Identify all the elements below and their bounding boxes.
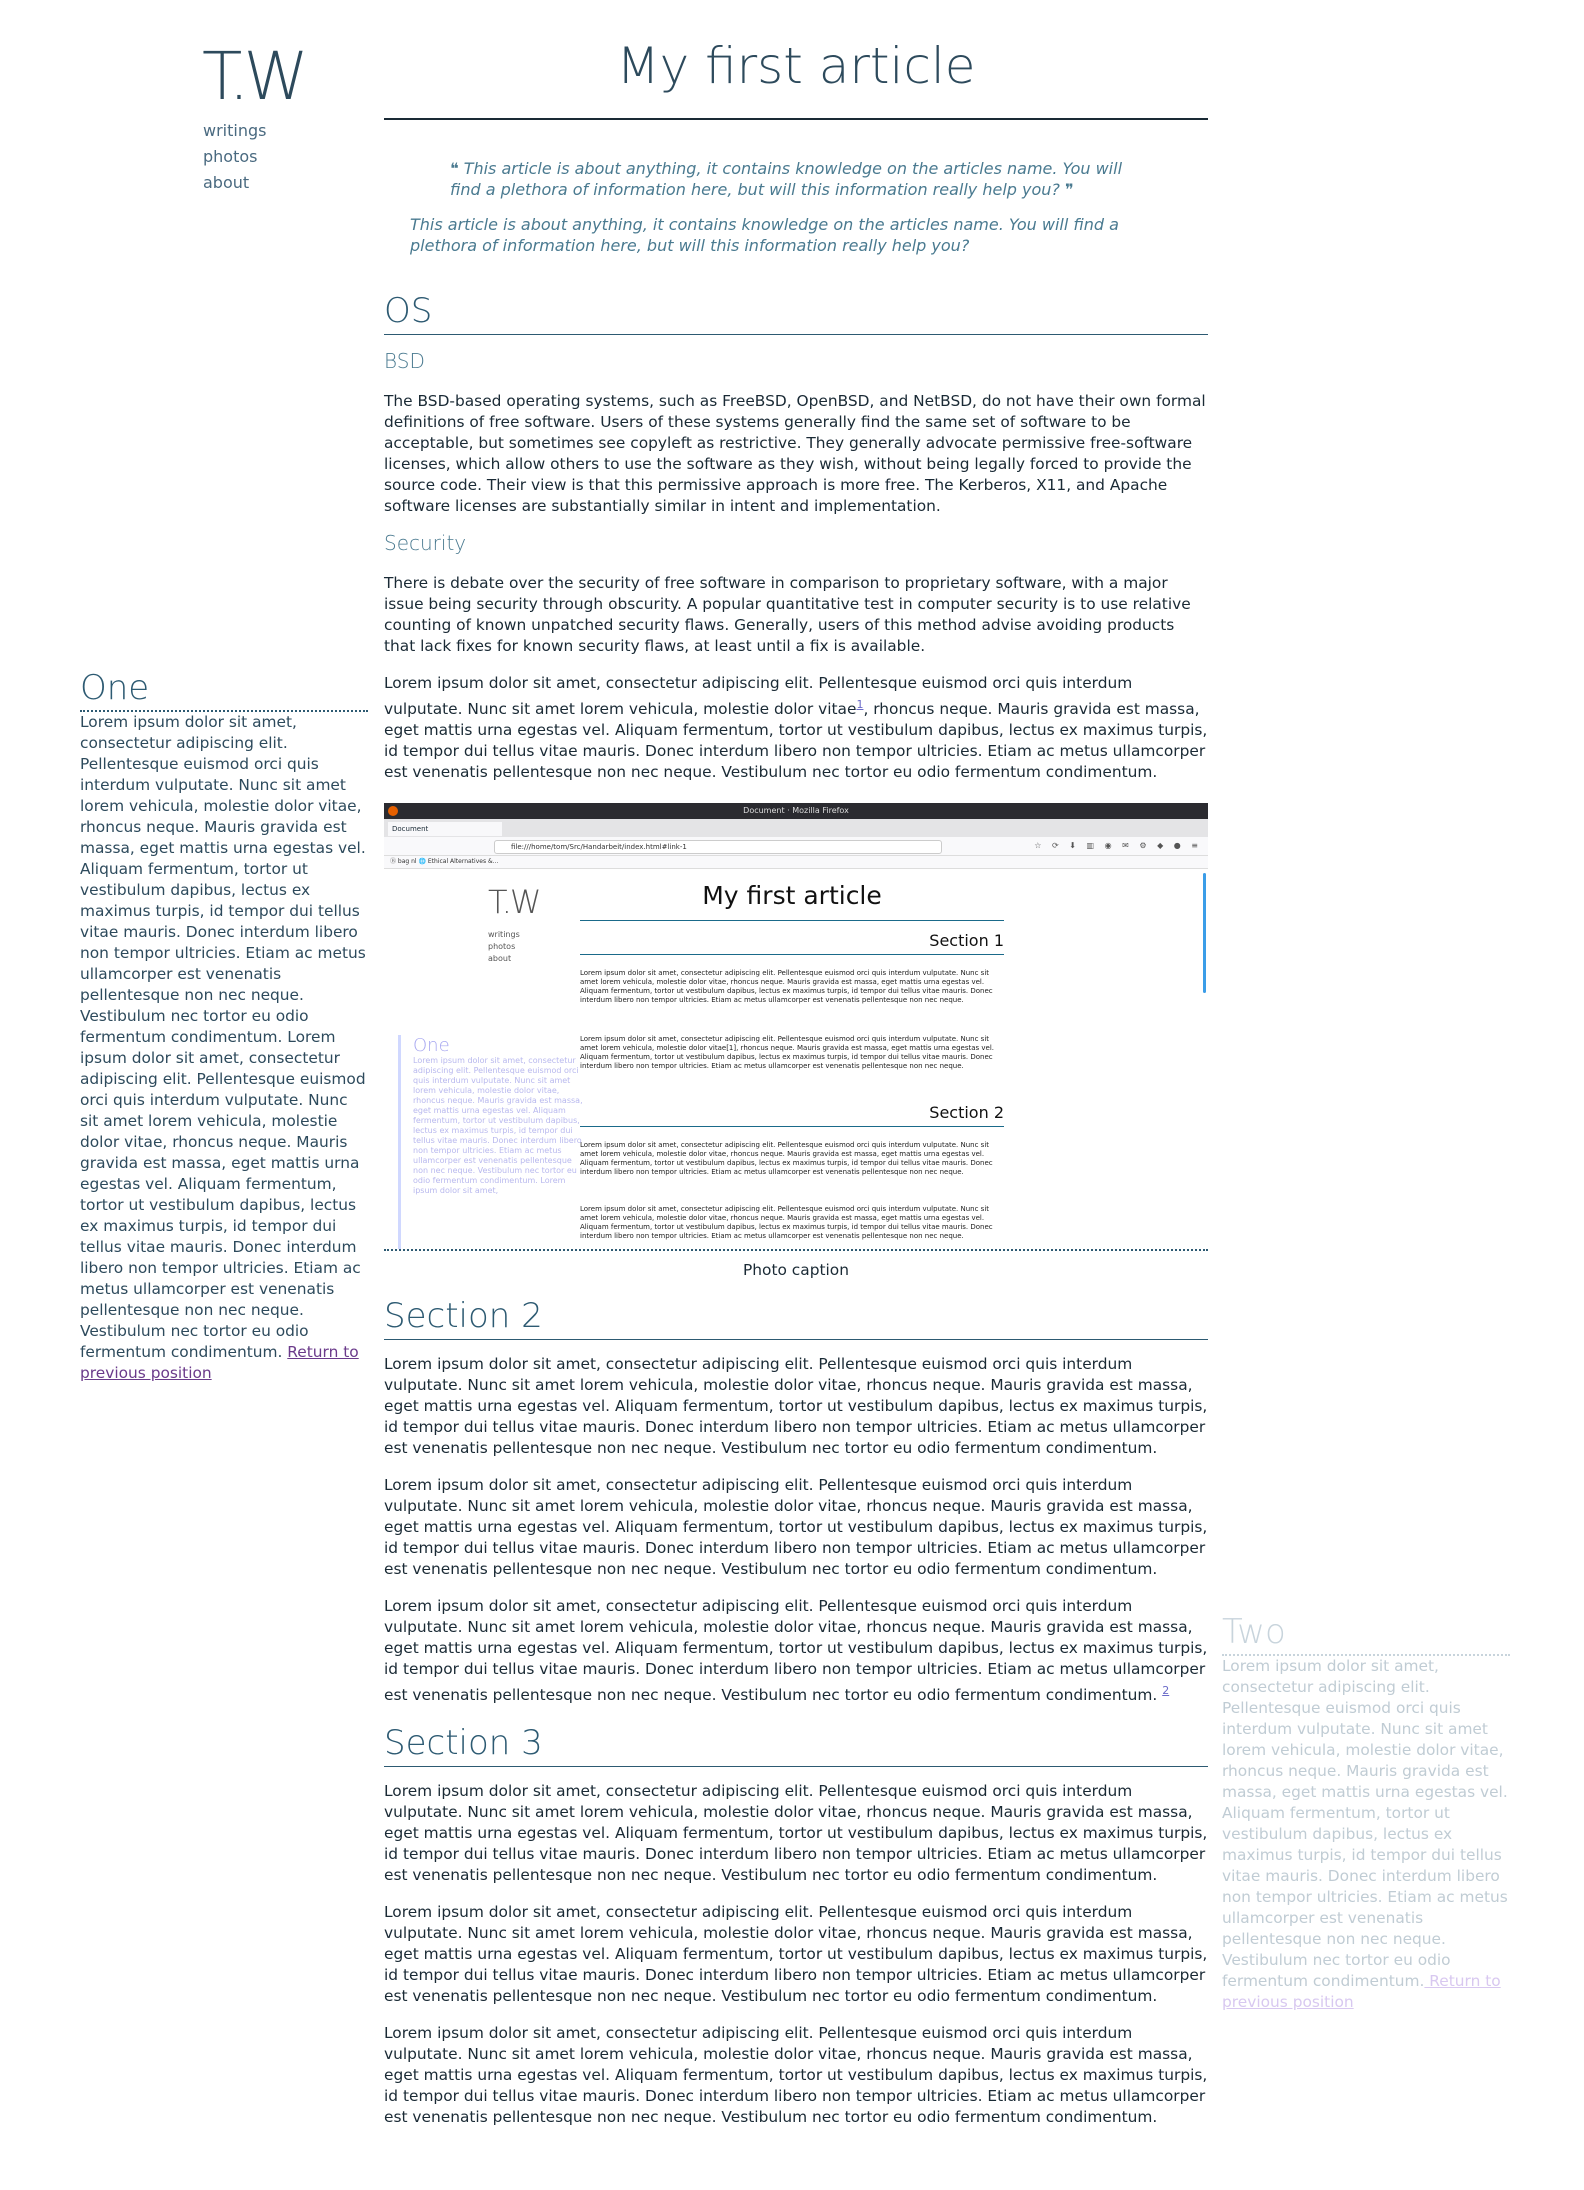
- nav-about[interactable]: about: [203, 173, 250, 192]
- browser-tab: Document: [388, 822, 502, 836]
- return-link-one[interactable]: Return to previous position: [80, 1343, 359, 1382]
- paragraph-text-b: , rhoncus neque. Mauris gravida est massa, eget mattis urna egestas vel. Aliquam fermentum, tortor ut vestibulum dapibus, lectus ex maximus turpis, id tempor dui tellus vitae mauris. Donec interdum libero non tempor ultricies. Etiam ac metus ullamcorper est venenatis pellentesque non nec neque. Vestibulum nec tortor eu odio fermentum condimentum.: [384, 700, 1208, 782]
- site-nav: [203, 118, 266, 196]
- inner-nav-photos: photos: [488, 942, 516, 952]
- sidenote-one-heading: One: [80, 668, 368, 712]
- footnote-link-1[interactable]: 1: [856, 698, 864, 711]
- inner-title: My first article: [580, 881, 1004, 921]
- footnote-link-2[interactable]: 2: [1162, 1684, 1170, 1698]
- sidenote-one-body: [80, 712, 368, 1384]
- sidenote-two-heading: Two: [1222, 1612, 1510, 1656]
- bookmarks-bar: Ⓑ bag nl 🌐 Ethical Alternatives &...: [384, 856, 1208, 869]
- section2-paragraph-3-text: Lorem ipsum dolor sit amet, consectetur adipiscing elit. Pellentesque euismod orci quis interdum vulputate. Nunc sit amet lorem vehicula, molestie dolor vitae, rhoncus neque. Mauris gravida est massa, eget mattis urna egestas vel. Aliquam fermentum, tortor ut vestibulum dapibus, lectus ex maximus turpis, id tempor dui tellus vitae mauris. Donec interdum libero non tempor ultricies. Etiam ac metus ullamcorper est venenatis pellentesque non nec neque. Vestibulum nec tortor eu odio fermentum condimentum.: [384, 1597, 1208, 1705]
- sidenote-one-text: Lorem ipsum dolor sit amet, consectetur adipiscing elit. Pellentesque euismod orci quis interdum vulputate. Nunc sit amet lorem vehicula, molestie dolor vitae, rhoncus neque. Mauris gravida est massa, eget mattis urna egestas vel. Aliquam fermentum, tortor ut vestibulum dapibus, lectus ex maximus turpis, id tempor dui tellus vitae mauris. Donec interdum libero non tempor ultricies. Etiam ac metus ullamcorper est venenatis pellentesque non nec neque. Vestibulum nec tortor eu odio fermentum condimentum. Lorem ipsum dolor sit amet, consectetur adipiscing elit. Pellentesque euismod orci quis interdum vulputate. Nunc sit amet lorem vehicula, molestie dolor vitae, rhoncus neque. Mauris gravida est massa, eget mattis urna egestas vel. Aliquam fermentum, tortor ut vestibulum dapibus, lectus ex maximus turpis, id tempor dui tellus vitae mauris. Donec interdum libero non tempor ultricies. Etiam ac metus ullamcorper est venenatis pellentesque non nec neque. Vestibulum nec tortor eu odio fermentum condimentum.: [80, 713, 366, 1361]
- browser-tabbar: [384, 819, 1208, 837]
- section2-paragraph-3: [384, 1596, 1208, 1706]
- figure-caption: Photo caption: [743, 1261, 849, 1280]
- section2-heading: Section 2: [384, 1295, 1208, 1340]
- inner-aside: [398, 1035, 583, 1251]
- sidenote-two-text: Lorem ipsum dolor sit amet, consectetur adipiscing elit. Pellentesque euismod orci quis interdum vulputate. Nunc sit amet lorem vehicula, molestie dolor vitae, rhoncus neque. Mauris gravida est massa, eget mattis urna egestas vel. Aliquam fermentum, tortor ut vestibulum dapibus, lectus ex maximus turpis, id tempor dui tellus vitae mauris. Donec interdum libero non tempor ultricies. Etiam ac metus ullamcorper est venenatis pellentesque non nec neque. Vestibulum nec tortor eu odio fermentum condimentum.: [1222, 1657, 1508, 1990]
- section3-paragraph-3: Lorem ipsum dolor sit amet, consectetur adipiscing elit. Pellentesque euismod orci quis interdum vulputate. Nunc sit amet lorem vehicula, molestie dolor vitae, rhoncus neque. Mauris gravida est massa, eget mattis urna egestas vel. Aliquam fermentum, tortor ut vestibulum dapibus, lectus ex maximus turpis, id tempor dui tellus vitae mauris. Donec interdum libero non tempor ultricies. Etiam ac metus ullamcorper est venenatis pellentesque non nec neque. Vestibulum nec tortor eu odio fermentum condimentum.: [384, 2024, 1208, 2127]
- inner-nav-writings: writings: [488, 930, 520, 940]
- page-title: My first article: [384, 28, 1208, 120]
- paragraph-text-a: Lorem ipsum dolor sit amet, consectetur adipiscing elit. Pellentesque euismod orci quis interdum vulputate. Nunc sit amet lorem vehicula, molestie dolor vitae: [384, 674, 1133, 719]
- bsd-heading: BSD: [384, 349, 425, 373]
- inner-text-4: Lorem ipsum dolor sit amet, consectetur adipiscing elit. Pellentesque euismod orci quis interdum vulputate. Nunc sit amet lorem vehicula, molestie dolor vitae, rhoncus neque. Mauris gravida est massa, eget mattis urna egestas vel. Aliquam fermentum, tortor ut vestibulum dapibus, lectus ex maximus turpis, id tempor dui tellus vitae mauris. Donec interdum libero non tempor ultricies. Etiam ac metus ullamcorper est venenatis pellentesque non nec neque.: [580, 1205, 993, 1241]
- site-logo[interactable]: T.W: [202, 38, 303, 115]
- inner-scrollbar: [1203, 873, 1206, 993]
- nav-photos[interactable]: photos: [203, 147, 258, 166]
- inner-logo: T.W: [488, 883, 540, 922]
- browser-toolbar: [384, 837, 1208, 856]
- section3-paragraph-1: Lorem ipsum dolor sit amet, consectetur adipiscing elit. Pellentesque euismod orci quis interdum vulputate. Nunc sit amet lorem vehicula, molestie dolor vitae, rhoncus neque. Mauris gravida est massa, eget mattis urna egestas vel. Aliquam fermentum, tortor ut vestibulum dapibus, lectus ex maximus turpis, id tempor dui tellus vitae mauris. Donec interdum libero non tempor ultricies. Etiam ac metus ullamcorper est venenatis pellentesque non nec neque. Vestibulum nec tortor eu odio fermentum condimentum.: [384, 1782, 1208, 1885]
- security-paragraph: There is debate over the security of free software in comparison to proprietary software, with a major issue being security through obscurity. A popular quantitative test in computer security is to use relative counting of known unpatched security flaws. Generally, users of this method advise avoiding products that lack fixes for known security flaws, at least until a fix is available.: [384, 574, 1191, 655]
- inner-page: [384, 869, 1208, 1251]
- inner-aside-heading: One: [413, 1035, 450, 1057]
- section-os-heading: OS: [384, 290, 1208, 335]
- section2-paragraph-2: Lorem ipsum dolor sit amet, consectetur adipiscing elit. Pellentesque euismod orci quis interdum vulputate. Nunc sit amet lorem vehicula, molestie dolor vitae, rhoncus neque. Mauris gravida est massa, eget mattis urna egestas vel. Aliquam fermentum, tortor ut vestibulum dapibus, lectus ex maximus turpis, id tempor dui tellus vitae mauris. Donec interdum libero non tempor ultricies. Etiam ac metus ullamcorper est venenatis pellentesque non nec neque. Vestibulum nec tortor eu odio fermentum condimentum.: [384, 1476, 1208, 1579]
- browser-titlebar: [384, 803, 1208, 819]
- screenshot-figure: [384, 803, 1208, 1251]
- sidenote-one: [80, 668, 368, 1384]
- inner-text-3: Lorem ipsum dolor sit amet, consectetur adipiscing elit. Pellentesque euismod orci quis interdum vulputate. Nunc sit amet lorem vehicula, molestie dolor vitae, rhoncus neque. Mauris gravida est massa, eget mattis urna egestas vel. Aliquam fermentum, tortor ut vestibulum dapibus, lectus ex maximus turpis, id tempor dui tellus vitae mauris. Donec interdum libero non tempor ultricies. Etiam ac metus ullamcorper est venenatis pellentesque non nec neque.: [580, 1141, 993, 1177]
- article: [384, 28, 1208, 2128]
- toolbar-icons: ☆ ⟳ ⬇ ▥ ◉ ✉ ⚙ ◆ ● ≡: [1034, 841, 1202, 851]
- inner-text-1: Lorem ipsum dolor sit amet, consectetur adipiscing elit. Pellentesque euismod orci quis interdum vulputate. Nunc sit amet lorem vehicula, molestie dolor vitae, rhoncus neque. Mauris gravida est massa, eget mattis urna egestas vel. Aliquam fermentum, tortor ut vestibulum dapibus, lectus ex maximus turpis, id tempor dui tellus vitae mauris. Donec interdum libero non tempor ultricies. Etiam ac metus ullamcorper est venenatis pellentesque non nec neque.: [580, 969, 993, 1005]
- sidenote-two-body: [1222, 1656, 1510, 2013]
- bsd-paragraph: The BSD-based operating systems, such as FreeBSD, OpenBSD, and NetBSD, do not have their own formal definitions of free software. Users of these systems generally find the same set of software to be acceptable, but sometimes see copyleft as restrictive. They generally advocate permissive free-software licenses, which allow others to use the software as they wish, without being legally forced to provide the source code. Their view is that this permissive approach is more free. The Kerberos, X11, and Apache software licenses are substantially similar in intent and implementation.: [384, 392, 1206, 515]
- security-heading: Security: [384, 531, 467, 555]
- nav-writings[interactable]: writings: [203, 121, 267, 140]
- inner-text-2: Lorem ipsum dolor sit amet, consectetur adipiscing elit. Pellentesque euismod orci quis interdum vulputate. Nunc sit amet lorem vehicula, molestie dolor vitae[1], rhoncus neque. Mauris gravida est massa, eget mattis urna egestas vel. Aliquam fermentum, tortor ut vestibulum dapibus, lectus ex maximus turpis, id tempor dui tellus vitae mauris. Donec interdum libero non tempor ultricies. Etiam ac metus ullamcorper est venenatis pellentesque non nec neque.: [580, 1035, 995, 1071]
- inner-section1: Section 1: [580, 931, 1004, 955]
- browser-url: file:///home/tom/Src/Handarbeit/index.html#link-1: [494, 840, 942, 854]
- firefox-icon: [388, 806, 398, 816]
- section3-paragraph-2: Lorem ipsum dolor sit amet, consectetur adipiscing elit. Pellentesque euismod orci quis interdum vulputate. Nunc sit amet lorem vehicula, molestie dolor vitae, rhoncus neque. Mauris gravida est massa, eget mattis urna egestas vel. Aliquam fermentum, tortor ut vestibulum dapibus, lectus ex maximus turpis, id tempor dui tellus vitae mauris. Donec interdum libero non tempor ultricies. Etiam ac metus ullamcorper est venenatis pellentesque non nec neque. Vestibulum nec tortor eu odio fermentum condimentum.: [384, 1903, 1208, 2006]
- section2-paragraph-1: Lorem ipsum dolor sit amet, consectetur adipiscing elit. Pellentesque euismod orci quis interdum vulputate. Nunc sit amet lorem vehicula, molestie dolor vitae, rhoncus neque. Mauris gravida est massa, eget mattis urna egestas vel. Aliquam fermentum, tortor ut vestibulum dapibus, lectus ex maximus turpis, id tempor dui tellus vitae mauris. Donec interdum libero non tempor ultricies. Etiam ac metus ullamcorper est venenatis pellentesque non nec neque. Vestibulum nec tortor eu odio fermentum condimentum.: [384, 1355, 1208, 1458]
- inner-nav-about: about: [488, 954, 512, 964]
- window-title: Document · Mozilla Firefox: [743, 806, 849, 816]
- intro-quote: This article is about anything, it contains knowledge on the articles name. You will find a plethora of information here, but will this information really help you?: [410, 215, 1119, 255]
- inner-aside-text: Lorem ipsum dolor sit amet, consectetur adipiscing elit. Pellentesque euismod orci quis interdum vulputate. Nunc sit amet lorem vehicula, molestie dolor vitae, rhoncus neque. Mauris gravida est massa, eget mattis urna egestas vel. Aliquam fermentum, tortor ut vestibulum dapibus, lectus ex maximus turpis, id tempor dui tellus vitae mauris. Donec interdum libero non tempor ultricies. Etiam ac metus ullamcorper est venenatis pellentesque non nec neque. Vestibulum nec tortor eu odio fermentum condimentum. Lorem ipsum dolor sit amet,: [413, 1056, 583, 1196]
- inner-nav: [488, 929, 520, 965]
- inner-section2: Section 2: [580, 1103, 1004, 1127]
- section3-heading: Section 3: [384, 1722, 1208, 1767]
- return-link-two[interactable]: Return to previous position: [1222, 1972, 1501, 2011]
- pull-quote: ❝ This article is about anything, it contains knowledge on the articles name. You will find a plethora of information here, but will this information really help you? ❞: [450, 159, 1123, 199]
- sidenote-two: [1222, 1612, 1510, 2013]
- footnoted-paragraph: [384, 673, 1208, 783]
